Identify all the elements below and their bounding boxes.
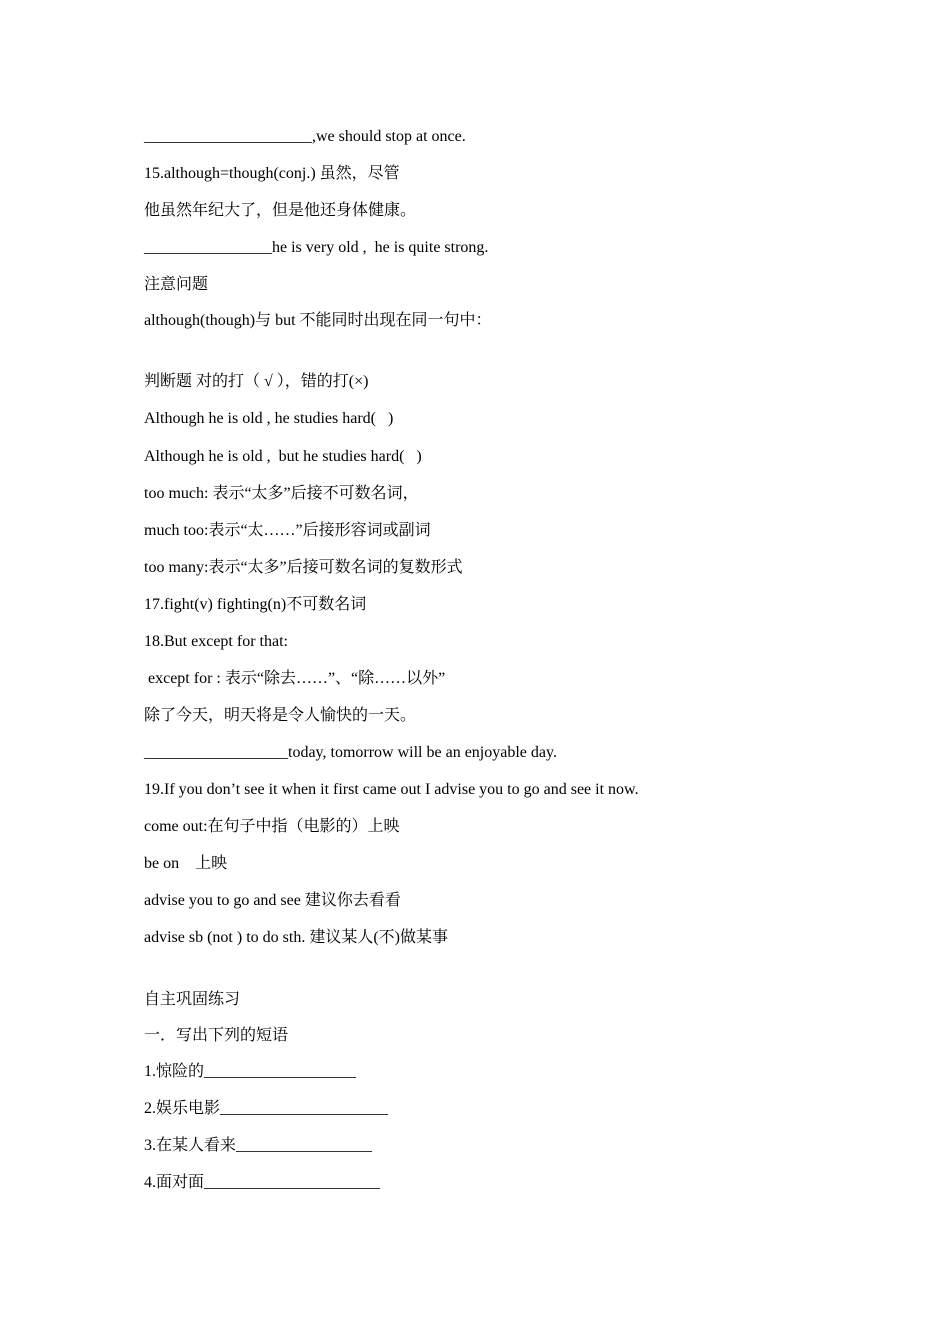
true-false-instruction: 判断题 对的打（ √ ），错的打(×) [144,373,369,390]
chinese-example-except: 除了今天，明天将是令人愉快的一天。 [144,707,417,724]
note-be-on: be on 上映 [144,855,228,872]
note-much-too: much too:表示“太……”后接形容词或副词 [144,522,431,539]
true-false-item-1: Although he is old , he studies hard( ) [144,410,394,427]
attention-rule: although(though)与 but 不能同时出现在同一句中： [144,312,492,329]
true-false-item-2: Although he is old , but he studies hard( ) [144,448,422,465]
note-come-out-sentence: 19.If you don’t see it when it first came out I advise you to go and see it now. [144,781,639,798]
practice-section-title: 自主巩固练习 [144,991,241,1008]
note-except-for-heading: 18.But except for that: [144,633,288,650]
chinese-example-although: 他虽然年纪大了，但是他还身体健康。 [144,202,417,219]
practice-item-4: 4.面对面______________________ [144,1174,381,1191]
attention-heading: 注意问题 [144,276,209,293]
note-although-heading: 15.although=though(conj.) 虽然，尽管 [144,165,400,182]
practice-item-1: 1.惊险的___________________ [144,1063,357,1080]
note-except-for-meaning: except for : 表示“除去……”、“除……以外” [144,670,446,687]
note-too-much: too much: 表示“太多”后接不可数名词， [144,485,419,502]
exercise-blank-sentence-although: ________________he is very old , he is quite strong. [144,239,489,256]
note-too-many: too many:表示“太多”后接可数名词的复数形式 [144,559,463,576]
note-fight: 17.fight(v) fighting(n)不可数名词 [144,596,367,613]
note-advise-you: advise you to go and see 建议你去看看 [144,892,401,909]
note-come-out-meaning: come out:在句子中指（电影的）上映 [144,818,400,835]
note-advise-sb: advise sb (not ) to do sth. 建议某人(不)做某事 [144,929,448,946]
exercise-blank-sentence-except: __________________today, tomorrow will be an enjoyable day. [144,744,557,761]
exercise-blank-sentence-stop: _____________________,we should stop at once. [144,128,466,145]
practice-item-2: 2.娱乐电影_____________________ [144,1100,389,1117]
practice-item-3: 3.在某人看来_________________ [144,1137,373,1154]
practice-part-one-heading: 一．写出下列的短语 [144,1027,289,1044]
